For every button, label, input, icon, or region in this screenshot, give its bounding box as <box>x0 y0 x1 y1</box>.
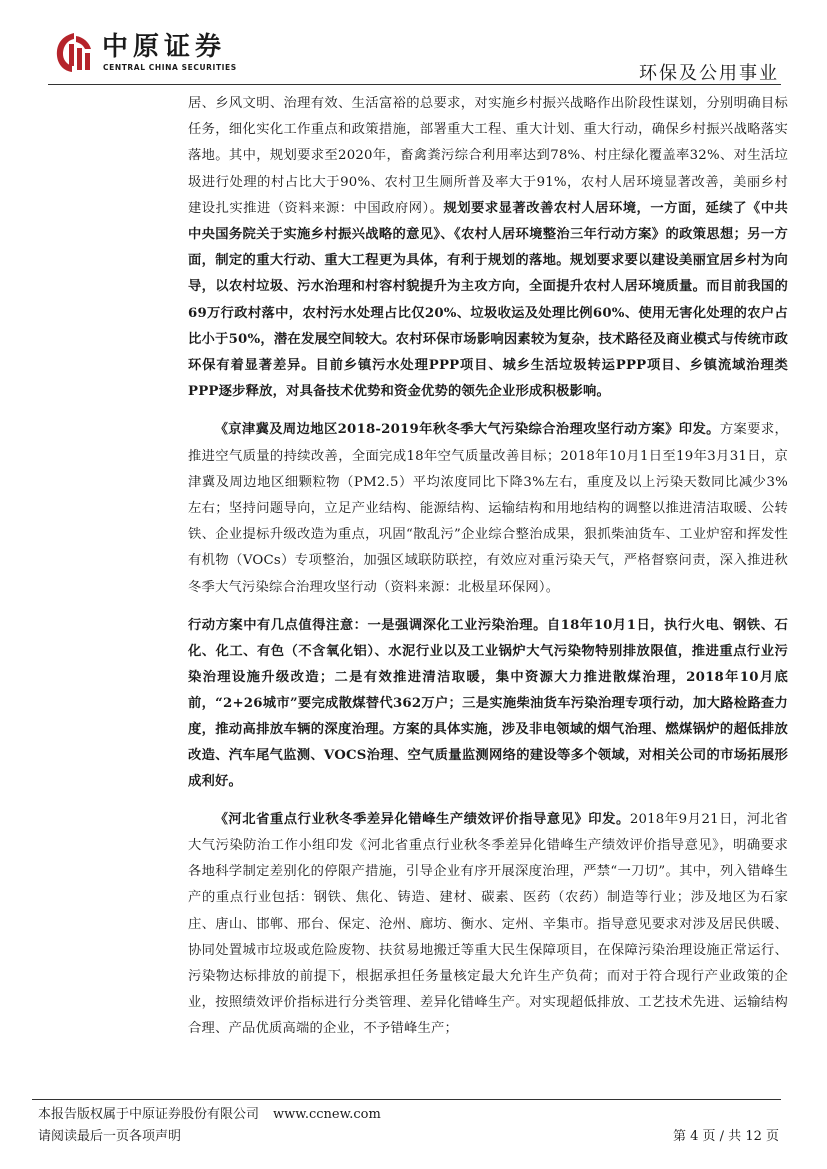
page-header <box>0 0 827 90</box>
copyright-text: 本报告版权属于中原证券股份有限公司 <box>38 1107 260 1122</box>
paragraph-action-plan-notes <box>188 613 788 795</box>
paragraph-heading: 《河北省重点行业秋冬季差异化错峰生产绩效评价指导意见》印发。 <box>214 811 630 827</box>
page-number: 第 4 页 / 共 12 页 <box>673 1129 779 1144</box>
paragraph-text: 居、乡风文明、治理有效、生活富裕的总要求，对实施乡村振兴战略作出阶段性谋划，分别明确目标任务，细化实化工作重点和政策措施，部署重大工程、重大计划、重大行动，确保乡村振兴战略落实落地。其中，规划要求至2020年，畜禽粪污综合利用率达到78%、村庄绿化覆盖率32%、对生活垃圾进行处理的村占比大于90%、农村卫生厕所普及率大于91%，农村人居环境显著改善，美丽乡村建设扎实推进（资料来源：中国政府网）。 <box>188 96 788 216</box>
report-body <box>188 91 788 1055</box>
website-link[interactable]: www.ccnew.com <box>273 1107 381 1122</box>
footer-copyright-line <box>38 1104 381 1126</box>
central-china-securities-logo-icon <box>52 30 96 74</box>
paragraph-hebei-guidance <box>188 807 788 1043</box>
disclaimer-text: 请阅读最后一页各项声明 <box>38 1129 182 1144</box>
paragraph-text: 2018年9月21日，河北省大气污染防治工作小组印发《河北省重点行业秋冬季差异化错峰生产绩效评价指导意见》，明确要求各地科学制定差别化的停限产措施，引导企业有序开展深度治理，严禁“一刀切”。其中，列入错峰生产的重点行业包括：钢铁、焦化、铸造、建材、碳素、医药（农药）制造等行业；涉及地区为石家庄、唐山、邯郸、邢台、保定、沧州、廊坊、衡水、定州、辛集市。指导意见要求对涉及居民供暖、协同处置城市垃圾或危险废物、扶贫易地搬迁等重大民生保障项目，在保障污染治理设施正常运行、污染物达标排放的前提下，根据承担任务量核定最大允许生产负荷；而对于符合现行产业政策的企业，按照绩效评价指标进行分类管理、差异化错峰生产。对实现超低排放、工艺技术先进、运输结构合理、产品优质高端的企业，不予错峰生产； <box>188 811 789 1037</box>
paragraph-text: 方案要求，推进空气质量的持续改善，全面完成18年空气质量改善目标；2018年10月1日至19年3月31日，京津冀及周边地区细颗粒物（PM2.5）平均浓度同比下降3%左右，重度及以上污染天数同比减少3%左右；坚持问题导向，立足产业结构、能源结构、运输结构和用地结构的调整以推进清洁取暖、公转铁、企业提标升级改造为重点，巩固“散乱污”企业综合整治成果，狠抓柴油货车、工业炉窑和挥发性有机物（VOCs）专项整治，加强区域联防联控，有效应对重污染天气，严格督察问责，深入推进秋冬季大气污染综合治理攻坚行动（资料来源：北极星环保网）。 <box>188 422 788 595</box>
paragraph-jingjinji-action-plan <box>188 417 788 600</box>
logo-text-cn: 中原证券 <box>102 32 227 62</box>
paragraph-highlight: 行动方案中有几点值得注意：一是强调深化工业污染治理。自18年10月1日，执行火电、钢铁、石化、化工、有色（不含氧化铝）、水泥行业以及工业锅炉大气污染物特别排放限值，推进重点行业污染治理设施升级改造；二是有效推进清洁取暖，集中资源大力推进散煤治理，2018年10月底前，“2+26城市”要完成散煤替代362万户；三是实施柴油货车污染治理专项行动，加大路检路查力度，推动高排放车辆的深度治理。方案的具体实施，涉及非电领域的烟气治理、燃煤锅炉的超低排放改造、汽车尾气监测、VOCS治理、空气质量监测网络的建设等多个领域，对相关公司的市场拓展形成利好。 <box>188 617 788 789</box>
paragraph-rural-revitalization <box>188 91 788 405</box>
footer-divider <box>32 1099 781 1100</box>
header-divider <box>48 84 781 85</box>
paragraph-highlight: 规划要求显著改善农村人居环境，一方面，延续了《中共中央国务院关于实施乡村振兴战略的意见》、《农村人居环境整治三年行动方案》的政策思想；另一方面，制定的重大行动、重大工程更为具体，有利于规划的落地。规划要求要以建设美丽宜居乡村为向导，以农村垃圾、污水治理和村容村貌提升为主攻方向，全面提升农村人居环境质量。而目前我国的69万行政村落中，农村污水处理占比仅20%、垃圾收运及处理比例60%、使用无害化处理的农户占比小于50%，潜在发展空间较大。农村环保市场影响因素较为复杂，技术路径及商业模式与传统市政环保有着显著差异。目前乡镇污水处理PPP项目、城乡生活垃圾转运PPP项目、乡镇流域治理类PPP逐步释放，对具备技术优势和资金优势的领先企业形成积极影响。 <box>188 200 788 400</box>
logo-text-en: CENTRAL CHINA SECURITIES <box>103 63 237 72</box>
section-title: 环保及公用事业 <box>639 63 779 84</box>
paragraph-heading: 《京津冀及周边地区2018-2019年秋冬季大气污染综合治理攻坚行动方案》印发。 <box>214 422 720 438</box>
